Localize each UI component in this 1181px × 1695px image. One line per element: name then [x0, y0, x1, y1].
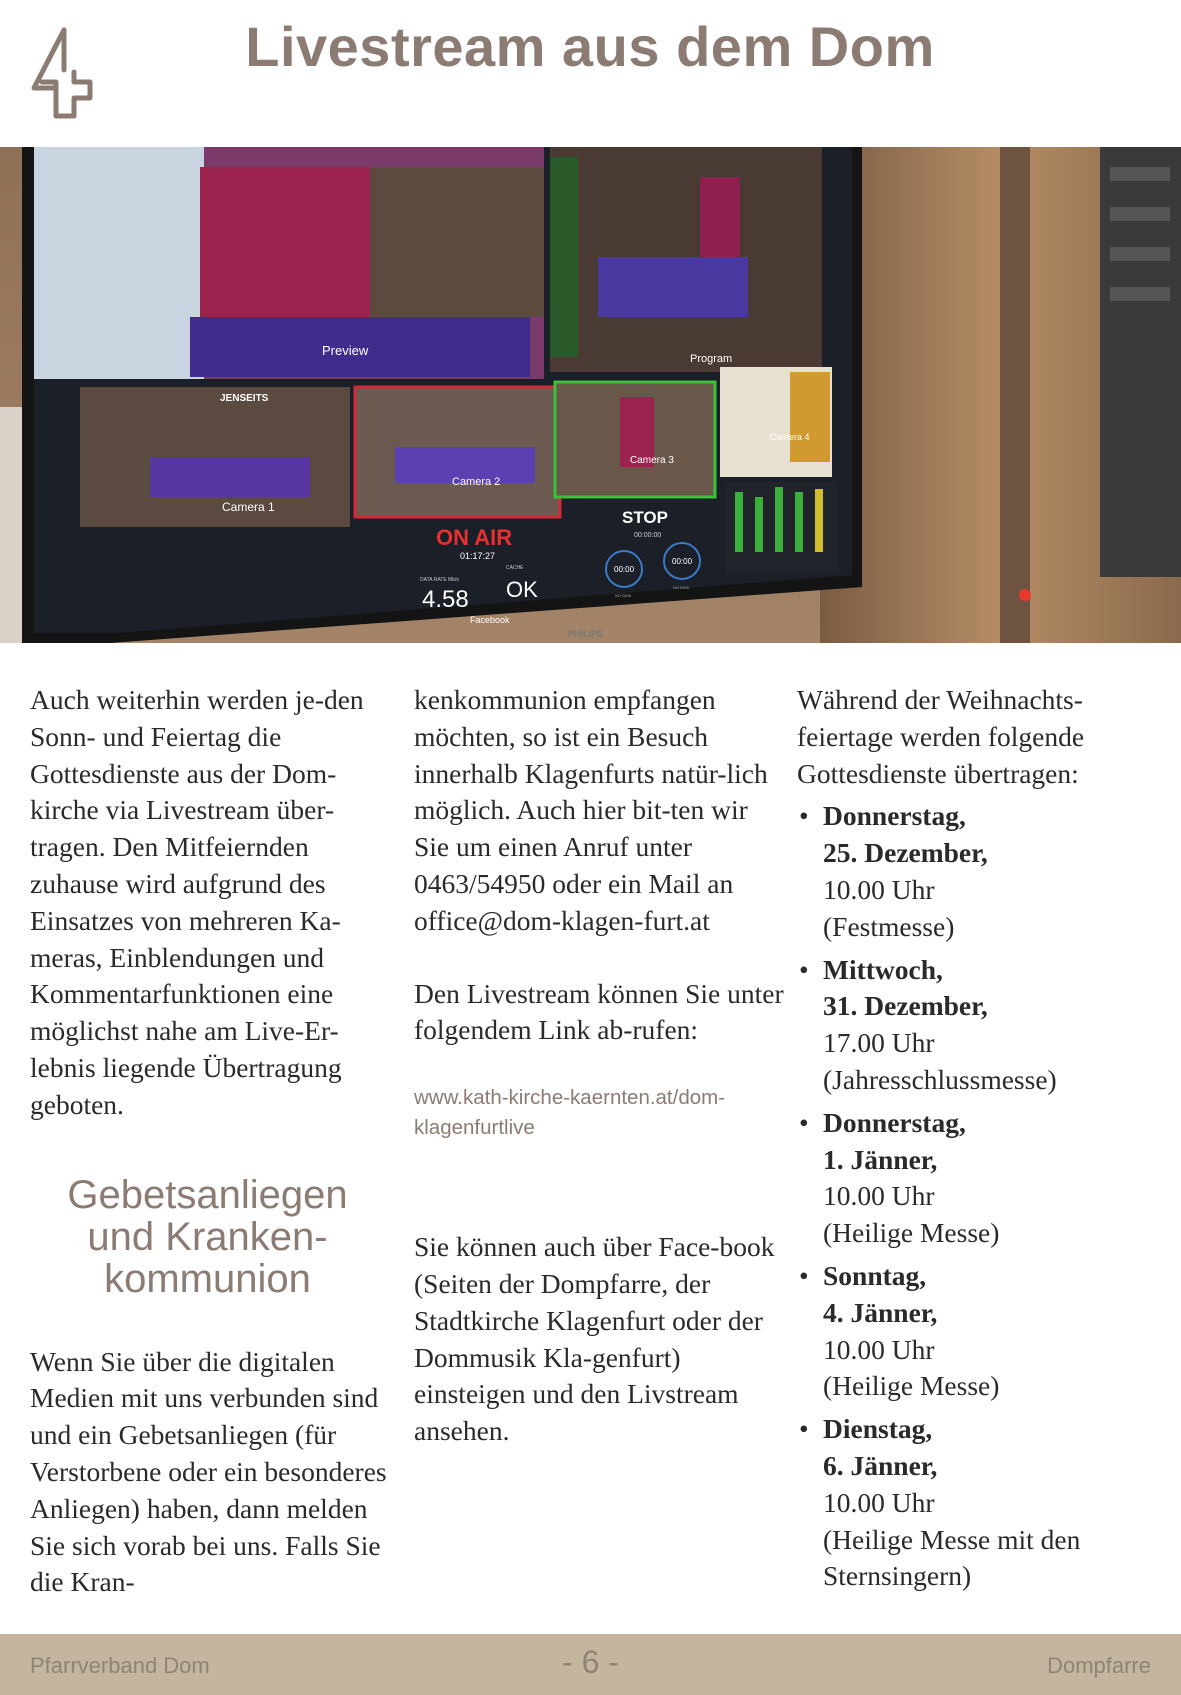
on-air-time: 01:17:27 [460, 551, 496, 561]
service-time: 10.00 Uhr [823, 1180, 935, 1212]
service-date: 1. Jänner, [823, 1143, 938, 1175]
service-day: • Donnerstag, [823, 800, 966, 832]
camera1-label: Camera 1 [222, 500, 275, 514]
facebook-paragraph: Sie können auch über Face-book (Seiten der Dompfarre, der Stadtkirche Klagenfurt oder der Dommusik Kla-genfurt) einsteigen und den Livstream ansehen. [414, 1231, 775, 1447]
livestream-monitor-photo [0, 147, 1181, 643]
service-day: • Dienstag, [823, 1413, 933, 1445]
column-3 [797, 682, 1177, 1595]
service-note: (Festmesse) [823, 910, 955, 942]
column-2 [414, 682, 784, 1450]
service-list [797, 798, 1177, 1595]
link-intro-paragraph: Den Livestream können Sie unter folgendem Link ab-rufen: [414, 977, 784, 1046]
camera2-label: Camera 2 [452, 476, 501, 488]
service-time: 10.00 Uhr [823, 873, 935, 905]
service-note: (Heilige Messe mit den Sternsingern) [823, 1523, 1081, 1592]
section-heading: Gebetsanliegen und Kranken-kommunion [67, 1172, 348, 1301]
intro-paragraph: Auch weiterhin werden je-den Sonn- und Feiertag die Gottesdienste aus der Dom-kirche via Livestream über-tragen. Den Mitfeiernden zuhause wird aufgrund des Einsatzes von mehreren Ka-meras, Einblendungen und Kommentarfunktionen eine möglichst nahe am Live-Er-lebnis liegende Übertragung geboten. [30, 684, 364, 1120]
footer-publication: Dompfarre [1047, 1653, 1151, 1678]
page-number: - 6 - [562, 1644, 619, 1680]
camera3-label: Camera 3 [630, 455, 674, 466]
on-air-label: ON AIR [436, 525, 513, 550]
service-note: (Heilige Messe) [823, 1370, 1000, 1402]
service-note: (Jahresschlussmesse) [823, 1063, 1057, 1095]
stop-time: 00:00:00 [634, 532, 662, 539]
service-day: • Mittwoch, [823, 953, 943, 985]
service-note: (Heilige Messe) [823, 1217, 1000, 1249]
service-day: • Sonntag, [823, 1259, 927, 1291]
communion-paragraph: kenkommunion empfangen möchten, so ist ein Besuch innerhalb Klagenfurts natür-lich möglich. Auch hier bit-ten wir Sie um einen Anruf unter 0463/54950 oder ein Mail an office@dom-klagen-furt.at [414, 684, 768, 936]
prayer-paragraph: Wenn Sie über die digitalen Medien mit uns verbunden sind und ein Gebetsanliegen (für Verstorbene oder ein besonderes Anliegen) haben, dann melden Sie sich vorab bei uns. Falls Sie die Kran- [30, 1345, 387, 1598]
footer-parish-name: Pfarrverband Dom [30, 1653, 210, 1678]
cache-value: OK [506, 577, 538, 602]
list-item [797, 952, 1177, 1099]
column-1 [30, 682, 390, 1601]
page-footer [0, 1634, 1181, 1695]
number-four-cross-logo [28, 26, 96, 122]
service-date: 6. Jänner, [823, 1449, 938, 1481]
service-time: 10.00 Uhr [823, 1333, 935, 1365]
stop-label: STOP [622, 508, 668, 527]
jenseits-label: JENSEITS [220, 393, 269, 404]
service-day: • Donnerstag, [823, 1106, 966, 1138]
data-rate-value: 4.58 [422, 586, 469, 613]
data-rate-label: DATA RATE Mb/s [420, 577, 459, 583]
camera4-label: Camera 4 [770, 432, 810, 442]
monitor-scene [0, 147, 1181, 643]
disk1-time: 00:00 [614, 565, 635, 574]
list-item [797, 1411, 1177, 1595]
service-date: 4. Jänner, [823, 1296, 938, 1328]
disk2-label: NO DISK [673, 585, 690, 590]
schedule-intro: Während der Weihnachts-feiertage werden folgende Gottesdienste übertragen: [797, 684, 1085, 789]
disk1-label: NO DISK [615, 593, 632, 598]
list-item [797, 798, 1177, 945]
cache-label: CACHE [506, 565, 524, 571]
service-date: 25. Dezember, [823, 837, 988, 869]
page-title: Livestream aus dem Dom [245, 15, 935, 78]
service-time: 10.00 Uhr [823, 1486, 935, 1518]
program-label: Program [690, 353, 733, 365]
disk2-time: 00:00 [672, 557, 693, 566]
platform-label: Facebook [470, 615, 510, 625]
list-item [797, 1105, 1177, 1252]
service-time: 17.00 Uhr [823, 1027, 935, 1059]
list-item [797, 1258, 1177, 1405]
monitor-brand: PHILIPS [568, 629, 604, 639]
livestream-link[interactable]: www.kath-kirche-kaernten.at/dom-klagenfurtlive [414, 1086, 726, 1140]
preview-label: Preview [322, 343, 369, 358]
service-date: 31. Dezember, [823, 990, 988, 1022]
